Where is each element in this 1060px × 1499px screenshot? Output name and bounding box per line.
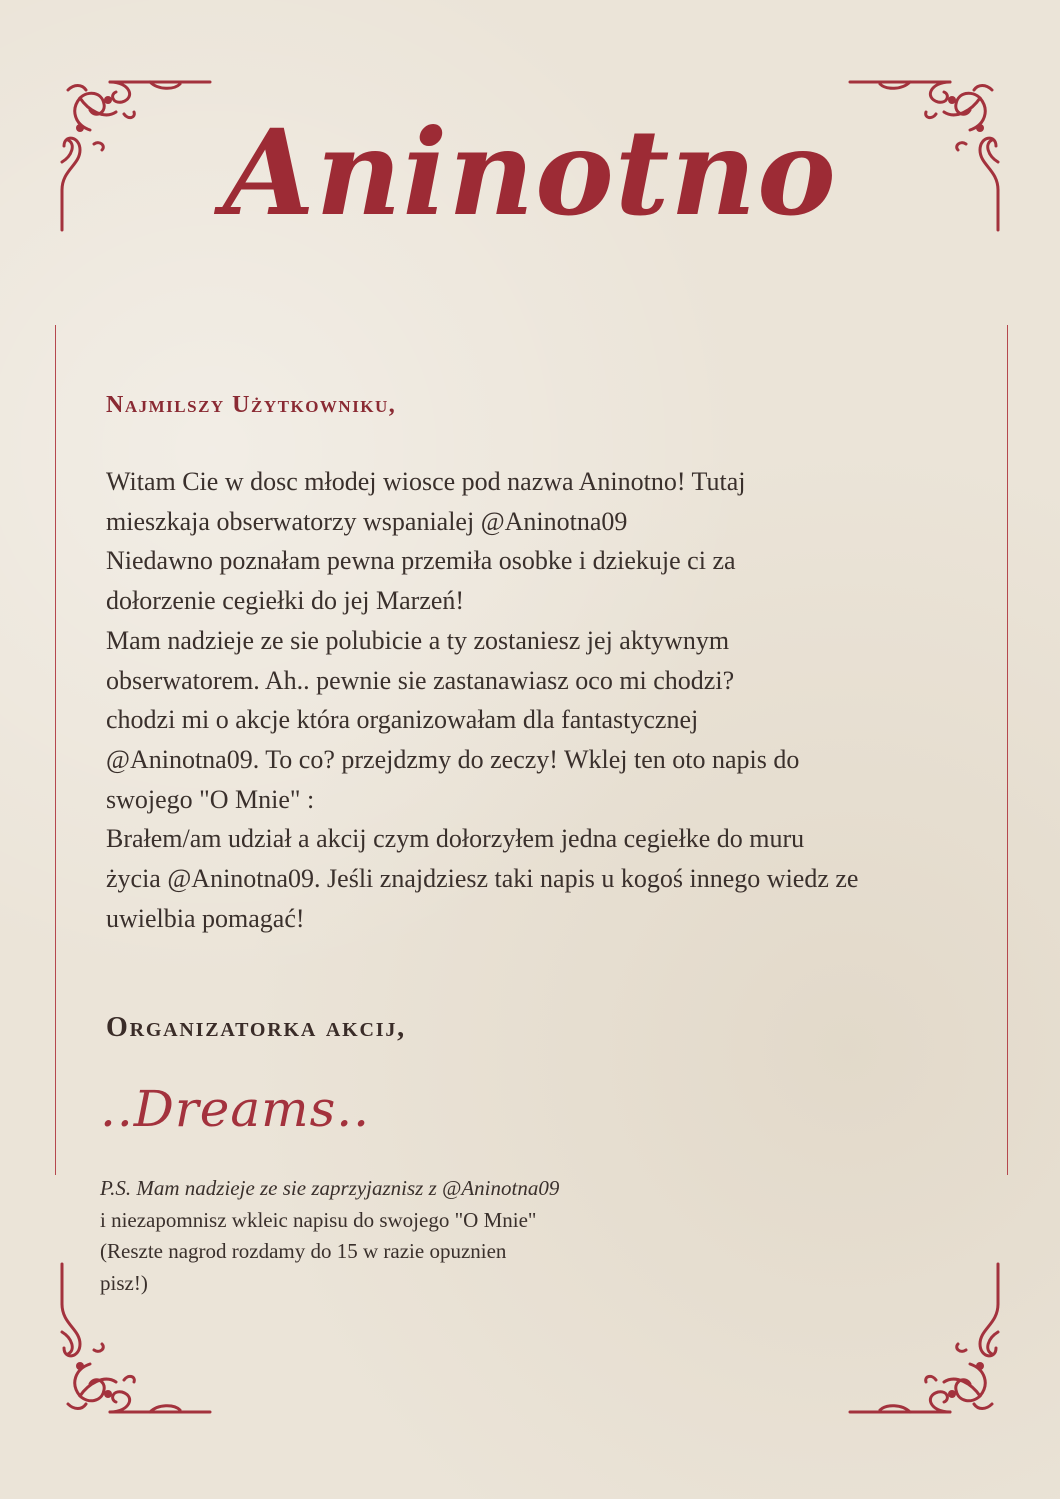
letter-line: chodzi mi o akcje która organizowałam dla fantastycznej [106, 705, 699, 735]
letter-signoff: Organizatorka akcij, [106, 1012, 406, 1043]
letter-line: Mam nadzieje ze sie polubicie a ty zostaniesz jej aktywnym [106, 625, 730, 655]
postscript [100, 1173, 559, 1299]
letter-line: dołorzenie cegiełki do jej Marzeń! [106, 586, 465, 616]
corner-ornament-bottom-right [840, 1254, 1010, 1424]
letter-line: mieszkaja obserwatorzy wspanialej @Aninotna09 [106, 506, 628, 536]
letter-line: uwielbia pomagać! [106, 903, 305, 933]
letter-line: Niedawno poznałam pewna przemiła osobke i dziekuje ci za [106, 546, 736, 576]
page-title: Aninotno [223, 103, 837, 242]
letter-line: Brałem/am udział a akcij czym dołorzyłem jedna cegiełke do muru [106, 824, 805, 854]
postscript-line: pisz!) [100, 1270, 148, 1295]
postscript-line: (Reszte nagrod rozdamy do 15 w razie opuznien [100, 1239, 507, 1263]
postscript-line: P.S. Mam nadzieje ze sie zaprzyjaznisz z @Aninotna09 [100, 1176, 560, 1200]
postscript-line: i niezapomnisz wkleic napisu do swojego "O Mnie" [100, 1207, 537, 1232]
signature: ..Dreams.. [100, 1080, 371, 1138]
letter-greeting: Najmilszy Użytkowniku, [106, 392, 397, 418]
letter-line: życia @Aninotna09. Jeśli znajdziesz taki napis u kogoś innego wiedz ze [106, 864, 859, 894]
letter-line: obserwatorem. Ah.. pewnie sie zastanawiasz oco mi chodzi? [106, 665, 735, 695]
letter-line: Witam Cie w dosc młodej wiosce pod nazwa Aninotno! Tutaj [106, 467, 746, 496]
letter-line: @Aninotna09. To co? przejdzmy do zeczy! Wklej ten oto napis do [106, 744, 800, 774]
right-border-line [1007, 325, 1008, 1175]
letter-line: swojego "O Mnie" : [106, 784, 315, 814]
letter-body [106, 462, 986, 938]
left-border-line [55, 325, 56, 1175]
